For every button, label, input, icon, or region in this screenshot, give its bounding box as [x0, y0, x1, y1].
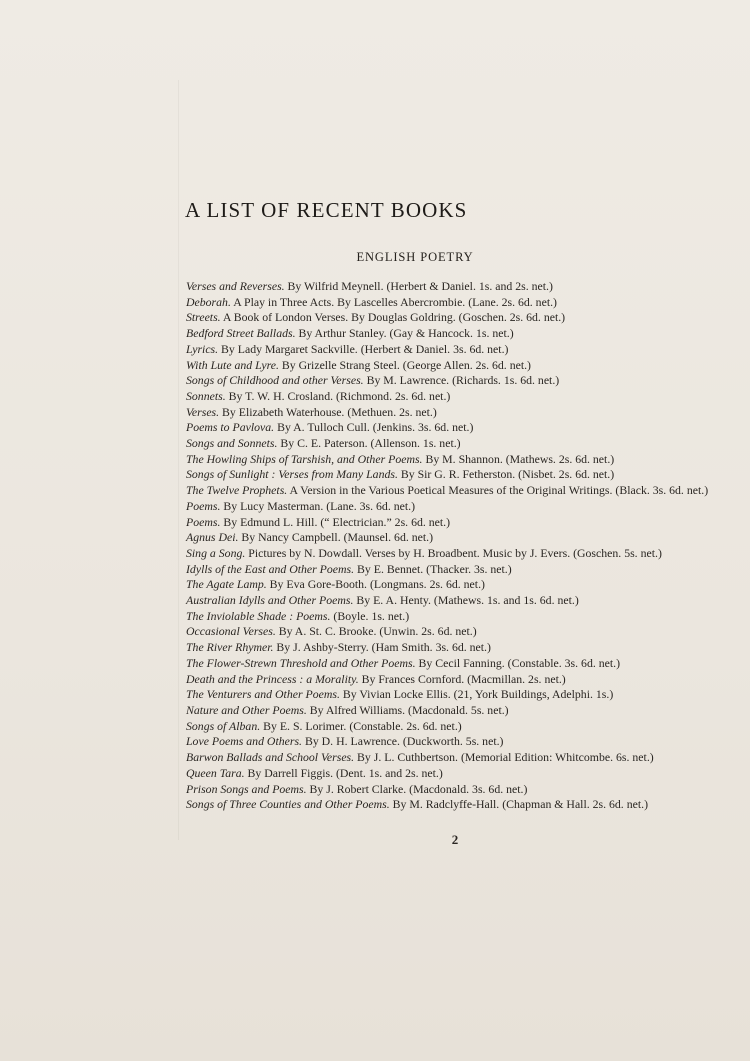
list-item: [186, 530, 731, 546]
list-item: [186, 609, 731, 625]
list-item: [186, 515, 731, 531]
list-item: [186, 326, 731, 342]
list-item: [186, 719, 731, 735]
book-details: A Play in Three Acts. By Lascelles Abercrombie. (Lane. 2s. 6d. net.): [230, 294, 557, 309]
book-title: Prison Songs and Poems.: [186, 781, 307, 796]
book-title: Love Poems and Others.: [186, 734, 302, 749]
list-item: [186, 766, 731, 782]
list-item: [186, 703, 731, 719]
book-details: By Lady Margaret Sackville. (Herbert & Daniel. 3s. 6d. net.): [218, 341, 509, 356]
list-item: [186, 782, 731, 798]
list-item: [186, 389, 731, 405]
book-details: By A. St. C. Brooke. (Unwin. 2s. 6d. net.): [275, 624, 477, 639]
list-item: [186, 420, 731, 436]
list-item: [186, 295, 731, 311]
book-details: By M. Radclyffe-Hall. (Chapman & Hall. 2s. 6d. net.): [389, 797, 649, 812]
book-details: A Version in the Various Poetical Measures of the Original Writings. (Black. 3s. 6d. net.): [287, 483, 709, 498]
book-details: By M. Shannon. (Mathews. 2s. 6d. net.): [422, 451, 615, 466]
book-title: Queen Tara.: [186, 765, 245, 780]
book-details: By Eva Gore-Booth. (Longmans. 2s. 6d. net.): [266, 577, 485, 592]
list-item: [186, 405, 731, 421]
book-details: By Elizabeth Waterhouse. (Methuen. 2s. net.): [219, 404, 437, 419]
list-item: [186, 310, 731, 326]
book-details: By Edmund L. Hill. (“ Electrician.” 2s. 6d. net.): [220, 514, 451, 529]
book-title: The Howling Ships of Tarshish, and Other Poems.: [186, 451, 423, 466]
page-title: A LIST OF RECENT BOOKS: [185, 198, 468, 222]
book-details: By D. H. Lawrence. (Duckworth. 5s. net.): [302, 734, 504, 749]
book-title: Streets.: [186, 310, 221, 325]
book-list: [186, 279, 731, 813]
book-details: (Boyle. 1s. net.): [330, 608, 410, 623]
book-title: Songs of Sunlight : Verses from Many Lands.: [186, 467, 398, 482]
list-item: [186, 672, 731, 688]
book-details: By T. W. H. Crosland. (Richmond. 2s. 6d. net.): [225, 388, 451, 403]
book-details: A Book of London Verses. By Douglas Goldring. (Goschen. 2s. 6d. net.): [220, 310, 566, 325]
book-details: By A. Tulloch Cull. (Jenkins. 3s. 6d. net.): [274, 420, 474, 435]
list-item: [186, 734, 731, 750]
book-title: Poems to Pavlova.: [186, 420, 275, 435]
book-title: Sonnets.: [186, 388, 226, 403]
book-title: The Venturers and Other Poems.: [186, 687, 340, 702]
book-title: Occasional Verses.: [186, 624, 276, 639]
book-title: Sing a Song.: [186, 545, 246, 560]
book-title: The Flower-Strewn Threshold and Other Poems.: [186, 655, 416, 670]
book-details: By Darrell Figgis. (Dent. 1s. and 2s. net.): [244, 765, 443, 780]
book-title: Lyrics.: [186, 341, 219, 356]
list-item: [186, 467, 731, 483]
book-title: The River Rhymer.: [186, 640, 274, 655]
book-details: By E. S. Lorimer. (Constable. 2s. 6d. net.): [260, 718, 462, 733]
list-item: [186, 546, 731, 562]
book-details: By Lucy Masterman. (Lane. 3s. 6d. net.): [220, 498, 416, 513]
page-number: 2: [451, 832, 459, 847]
list-item: [186, 358, 731, 374]
list-item: [186, 656, 731, 672]
book-details: By Nancy Campbell. (Maunsel. 6d. net.): [238, 530, 434, 545]
book-details: By Grizelle Strang Steel. (George Allen. 2s. 6d. net.): [278, 357, 531, 372]
book-title: Barwon Ballads and School Verses.: [186, 750, 355, 765]
list-item: [186, 624, 731, 640]
list-item: [186, 750, 731, 766]
list-item: [186, 452, 731, 468]
list-item: [186, 577, 731, 593]
section-heading: ENGLISH POETRY: [356, 250, 474, 264]
list-item: [186, 279, 731, 295]
book-title: Poems.: [186, 514, 221, 529]
book-title: Songs and Sonnets.: [186, 436, 278, 451]
list-item: [186, 593, 731, 609]
book-title: With Lute and Lyre.: [186, 357, 279, 372]
book-details: Pictures by N. Dowdall. Verses by H. Broadbent. Music by J. Evers. (Goschen. 5s. net.): [245, 545, 662, 560]
list-item: [186, 373, 731, 389]
book-title: Songs of Alban.: [186, 718, 261, 733]
book-details: By Arthur Stanley. (Gay & Hancock. 1s. net.): [295, 326, 514, 341]
book-title: The Agate Lamp.: [186, 577, 267, 592]
book-details: By Vivian Locke Ellis. (21, York Buildings, Adelphi. 1s.): [339, 687, 614, 702]
book-title: Verses.: [186, 404, 220, 419]
book-details: By Cecil Fanning. (Constable. 3s. 6d. net.): [415, 655, 621, 670]
book-details: By M. Lawrence. (Richards. 1s. 6d. net.): [363, 373, 560, 388]
book-title: The Twelve Prophets.: [186, 483, 288, 498]
book-title: Songs of Childhood and other Verses.: [186, 373, 364, 388]
list-item: [186, 797, 731, 813]
book-details: By Frances Cornford. (Macmillan. 2s. net.): [358, 671, 566, 686]
book-details: By J. Ashby-Sterry. (Ham Smith. 3s. 6d. net.): [273, 640, 491, 655]
list-item: [186, 483, 731, 499]
book-details: By Alfred Williams. (Macdonald. 5s. net.): [306, 702, 509, 717]
book-details: By Sir G. R. Fetherston. (Nisbet. 2s. 6d. net.): [397, 467, 615, 482]
list-item: [186, 436, 731, 452]
book-details: By E. A. Henty. (Mathews. 1s. and 1s. 6d. net.): [353, 593, 579, 608]
list-item: [186, 499, 731, 515]
book-title: Bedford Street Ballads.: [186, 326, 296, 341]
book-title: The Inviolable Shade : Poems.: [186, 608, 331, 623]
book-title: Australian Idylls and Other Poems.: [186, 593, 354, 608]
book-details: By Wilfrid Meynell. (Herbert & Daniel. 1s. and 2s. net.): [284, 279, 553, 293]
book-title: Agnus Dei.: [186, 530, 239, 545]
book-title: Deborah.: [186, 294, 231, 309]
list-item: [186, 687, 731, 703]
book-details: By E. Bennet. (Thacker. 3s. net.): [354, 561, 512, 576]
book-title: Songs of Three Counties and Other Poems.: [186, 797, 390, 812]
list-item: [186, 342, 731, 358]
book-title: Idylls of the East and Other Poems.: [186, 561, 355, 576]
book-details: By J. Robert Clarke. (Macdonald. 3s. 6d. net.): [306, 781, 528, 796]
book-details: By C. E. Paterson. (Allenson. 1s. net.): [277, 436, 461, 451]
list-item: [186, 562, 731, 578]
book-details: By J. L. Cuthbertson. (Memorial Edition: Whitcombe. 6s. net.): [354, 750, 654, 765]
book-title: Poems.: [186, 498, 221, 513]
list-item: [186, 640, 731, 656]
book-title: Nature and Other Poems.: [186, 702, 307, 717]
book-title: Death and the Princess : a Morality.: [186, 671, 359, 686]
book-title: Verses and Reverses.: [186, 279, 285, 293]
